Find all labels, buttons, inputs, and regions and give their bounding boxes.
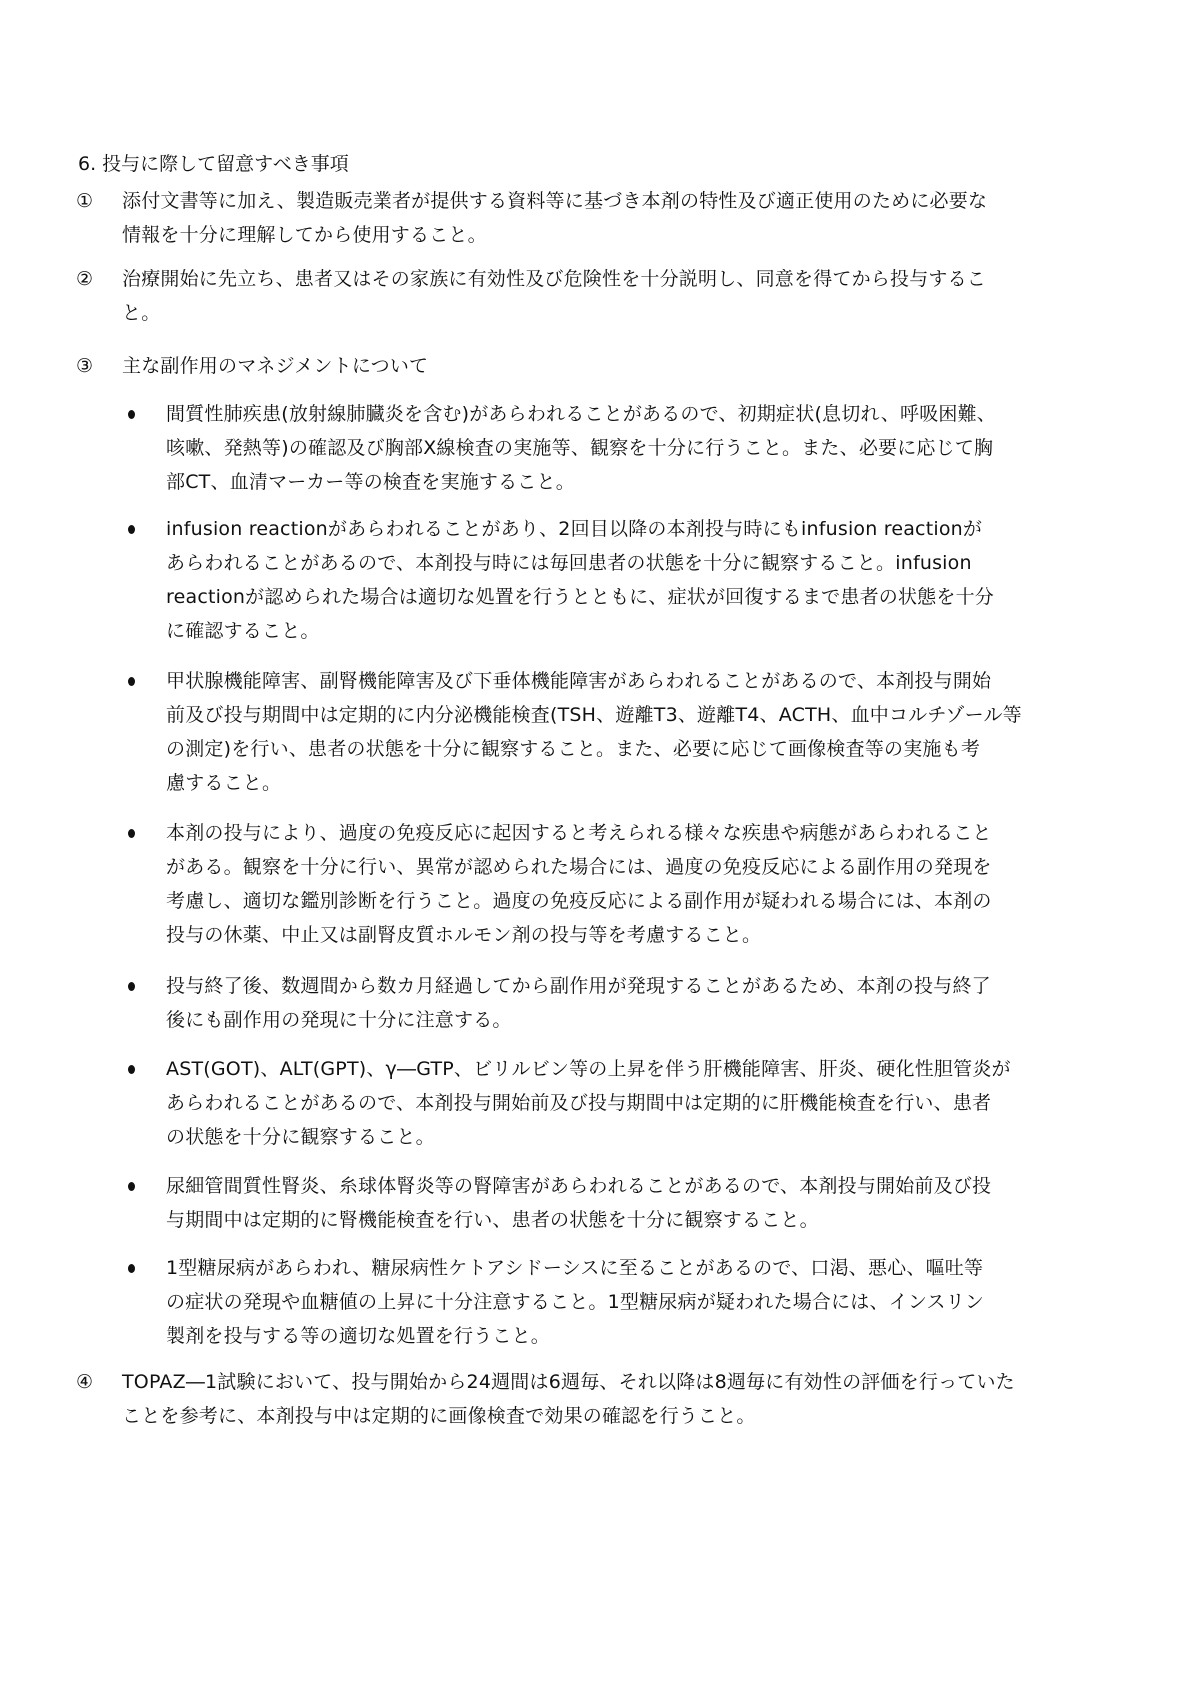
text-line: の測定)を行い、患者の状態を十分に観察すること。また、必要に応じて画像検査等の実施も考 <box>166 738 981 760</box>
text-line: に確認すること。 <box>166 620 320 642</box>
text-line: 甲状腺機能障害、副腎機能障害及び下垂体機能障害があらわれることがあるので、本剤投与開始 <box>166 670 992 692</box>
bullet-text <box>166 397 996 499</box>
text-line: がある。観察を十分に行い、異常が認められた場合には、過度の免疫反応による副作用の発現を <box>166 856 992 878</box>
bullet-icon <box>128 982 135 991</box>
text-line: 本剤の投与により、過度の免疫反応に起因すると考えられる様々な疾患や病態があらわれること <box>166 822 992 844</box>
item-text <box>122 1365 1015 1433</box>
bullet-icon <box>128 1264 135 1273</box>
text-line: 治療開始に先立ち、患者又はその家族に有効性及び危険性を十分説明し、同意を得てから投与するこ <box>122 268 987 290</box>
text-line: 前及び投与期間中は定期的に内分泌機能検査(TSH、遊離T3、遊離T4、ACTH、血中コルチゾール等 <box>166 704 1022 726</box>
item-text <box>122 349 428 383</box>
item-marker: ② <box>76 268 94 290</box>
item-marker: ④ <box>76 1371 94 1393</box>
text-line: 考慮し、適切な鑑別診断を行うこと。過度の免疫反応による副作用が疑われる場合には、本剤の <box>166 890 992 912</box>
item-text <box>122 262 986 330</box>
text-line: ことを参考に、本剤投与中は定期的に画像検査で効果の確認を行うこと。 <box>122 1405 756 1427</box>
text-line: 1型糖尿病があらわれ、糖尿病性ケトアシドーシスに至ることがあるので、口渇、悪心、嘔吐等 <box>166 1257 984 1279</box>
bullet-text <box>166 1169 991 1237</box>
text-line: 与期間中は定期的に腎機能検査を行い、患者の状態を十分に観察すること。 <box>166 1209 819 1231</box>
text-line: 投与終了後、数週間から数カ月経過してから副作用が発現することがあるため、本剤の投与終了 <box>166 975 991 997</box>
text-line: 添付文書等に加え、製造販売業者が提供する資料等に基づき本剤の特性及び適正使用のために必要な <box>122 190 988 212</box>
bullet-icon <box>128 1065 135 1074</box>
bullet-text <box>166 816 992 952</box>
text-line: TOPAZ―1試験において、投与開始から24週間は6週毎、それ以降は8週毎に有効性の評価を行っていた <box>122 1371 1015 1393</box>
text-line: の症状の発現や血糖値の上昇に十分注意すること。1型糖尿病が疑われた場合には、インスリン <box>166 1291 985 1313</box>
bullet-text <box>166 664 1022 800</box>
bullet-text <box>166 1052 1011 1154</box>
text-line: あらわれることがあるので、本剤投与時には毎回患者の状態を十分に観察すること。infusion <box>166 552 972 574</box>
text-line: 情報を十分に理解してから使用すること。 <box>122 224 487 246</box>
section-heading: 6. 投与に際して留意すべき事項 <box>78 153 349 175</box>
text-line: 後にも副作用の発現に十分に注意する。 <box>166 1009 512 1031</box>
bullet-icon <box>128 1182 135 1191</box>
bullet-text <box>166 969 991 1037</box>
text-line: 慮すること。 <box>166 772 282 794</box>
bullet-icon <box>128 829 135 838</box>
text-line: の状態を十分に観察すること。 <box>166 1126 435 1148</box>
bullet-icon <box>128 525 135 534</box>
text-line: あらわれることがあるので、本剤投与開始前及び投与期間中は定期的に肝機能検査を行い、患者 <box>166 1092 992 1114</box>
bullet-icon <box>128 677 135 686</box>
text-line: 製剤を投与する等の適切な処置を行うこと。 <box>166 1325 551 1347</box>
text-line: 咳嗽、発熱等)の確認及び胸部X線検査の実施等、観察を十分に行うこと。また、必要に応じて胸 <box>166 437 994 459</box>
item-text <box>122 184 987 252</box>
text-line: 投与の休薬、中止又は副腎皮質ホルモン剤の投与等を考慮すること。 <box>166 924 762 946</box>
bullet-text <box>166 512 994 648</box>
bullet-text <box>166 1251 984 1353</box>
text-line: 主な副作用のマネジメントについて <box>122 355 429 377</box>
text-line: と。 <box>122 302 161 324</box>
bullet-icon <box>128 410 135 419</box>
text-line: reactionが認められた場合は適切な処置を行うとともに、症状が回復するまで患者の状態を十分 <box>166 586 994 608</box>
text-line: 間質性肺疾患(放射線肺臓炎を含む)があらわれることがあるので、初期症状(息切れ、呼吸困難、 <box>166 403 997 425</box>
text-line: 部CT、血清マーカー等の検査を実施すること。 <box>166 471 575 493</box>
text-line: 尿細管間質性腎炎、糸球体腎炎等の腎障害があらわれることがあるので、本剤投与開始前及び投 <box>166 1175 992 1197</box>
item-marker: ③ <box>76 355 94 377</box>
item-marker: ① <box>76 190 94 212</box>
text-line: AST(GOT)、ALT(GPT)、γ―GTP、ビリルビン等の上昇を伴う肝機能障害、肝炎、硬化性胆管炎が <box>166 1058 1011 1080</box>
text-line: infusion reactionがあらわれることがあり、2回目以降の本剤投与時にもinfusion reactionが <box>166 518 983 540</box>
